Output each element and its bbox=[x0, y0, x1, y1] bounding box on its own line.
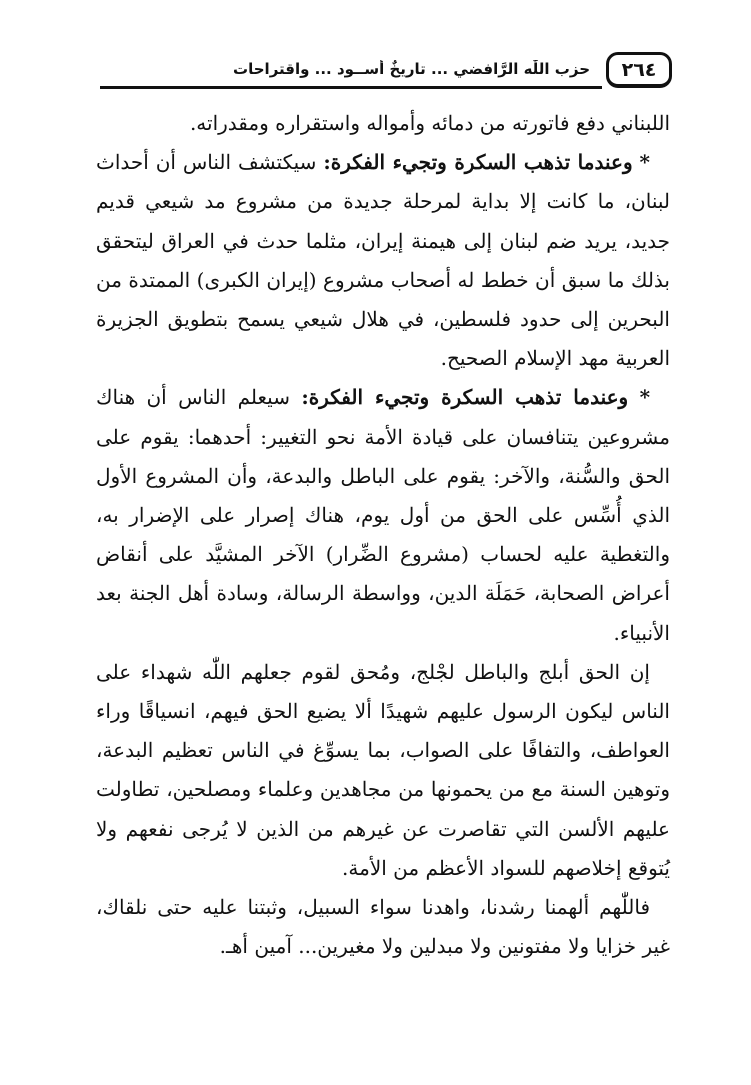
bullet-marker: * bbox=[639, 385, 651, 410]
paragraph-lead: وعندما تذهب السكرة وتجيء الفكرة: bbox=[323, 150, 633, 175]
paragraph bbox=[96, 143, 670, 378]
paragraph bbox=[96, 653, 670, 888]
paragraph bbox=[96, 888, 670, 966]
paragraph-text: فاللّٰهم ألهمنا رشدنا، واهدنا سواء السبيل، وثبتنا عليه حتى نلقاك، غير خزايا ولا مفتونين ولا مبدلين ولا مغيرين... آمين أهـ. bbox=[96, 895, 670, 959]
running-title: حزب اللّٰه الرَّافضي ... تاريخٌ أســود ... واقتراحات bbox=[233, 60, 590, 78]
paragraph-text: إن الحق أبلج والباطل لجْلج، ومُحق لقوم جعلهم اللّٰه شهداء على الناس ليكون الرسول عليهم شهيدًا ألا يضيع الحق فيهم، انسياقًا وراء العواطف، والتفافًا على الصواب، بما يسوِّغ في الناس تعظيم البدعة، وتوهين السنة مع من يحمونها من مجاهدين وعلماء ومصلحين، تطاولت عليهم الألسن التي تقاصرت عن غيرهم من الذين لا يُرجى نفعهم ولا يُتوقع إخلاصهم للسواد الأعظم من الأمة. bbox=[96, 659, 670, 880]
paragraph-text: سيكتشف الناس أن أحداث لبنان، ما كانت إلا بداية لمرحلة جديدة من مشروع مد شيعي قديم جديد، يريد ضم لبنان إلى هيمنة إيران، مثلما حدث في العراق ليتحقق بذلك ما سبق أن خطط له أصحاب مشروع (إيران الكبرى) الممتدة من البحرين إلى حدود فلسطين، في هلال شيعي يسمح بتطويق الجزيرة العربية مهد الإسلام الصحيح. bbox=[96, 150, 670, 371]
paragraph bbox=[96, 378, 670, 652]
page-number: ٢٦٤ bbox=[606, 52, 672, 88]
paragraph-text: سيعلم الناس أن هناك مشروعين يتنافسان على قيادة الأمة نحو التغيير: أحدهما: يقوم على الحق والسُّنة، والآخر: يقوم على الباطل والبدعة، وأن المشروع الأول الذي أُسِّس على الحق من أول يوم، هناك إصرار على الإضرار به، والتغطية عليه لحساب (مشروع الضِّرار) الآخر المشيَّد على أنقاض أعراض الصحابة، حَمَلَة الدين، وواسطة الرسالة، وسادة أهل الجنة بعد الأنبياء. bbox=[96, 385, 670, 645]
bullet-marker: * bbox=[639, 150, 650, 175]
paragraph-text: اللبناني دفع فاتورته من دمائه وأمواله واستقراره ومقدراته. bbox=[189, 111, 670, 135]
paragraph bbox=[96, 104, 670, 143]
paragraph-lead: وعندما تذهب السكرة وتجيء الفكرة: bbox=[301, 385, 629, 410]
body-text bbox=[96, 104, 670, 984]
page-header bbox=[100, 52, 672, 92]
header-rule bbox=[100, 86, 602, 89]
